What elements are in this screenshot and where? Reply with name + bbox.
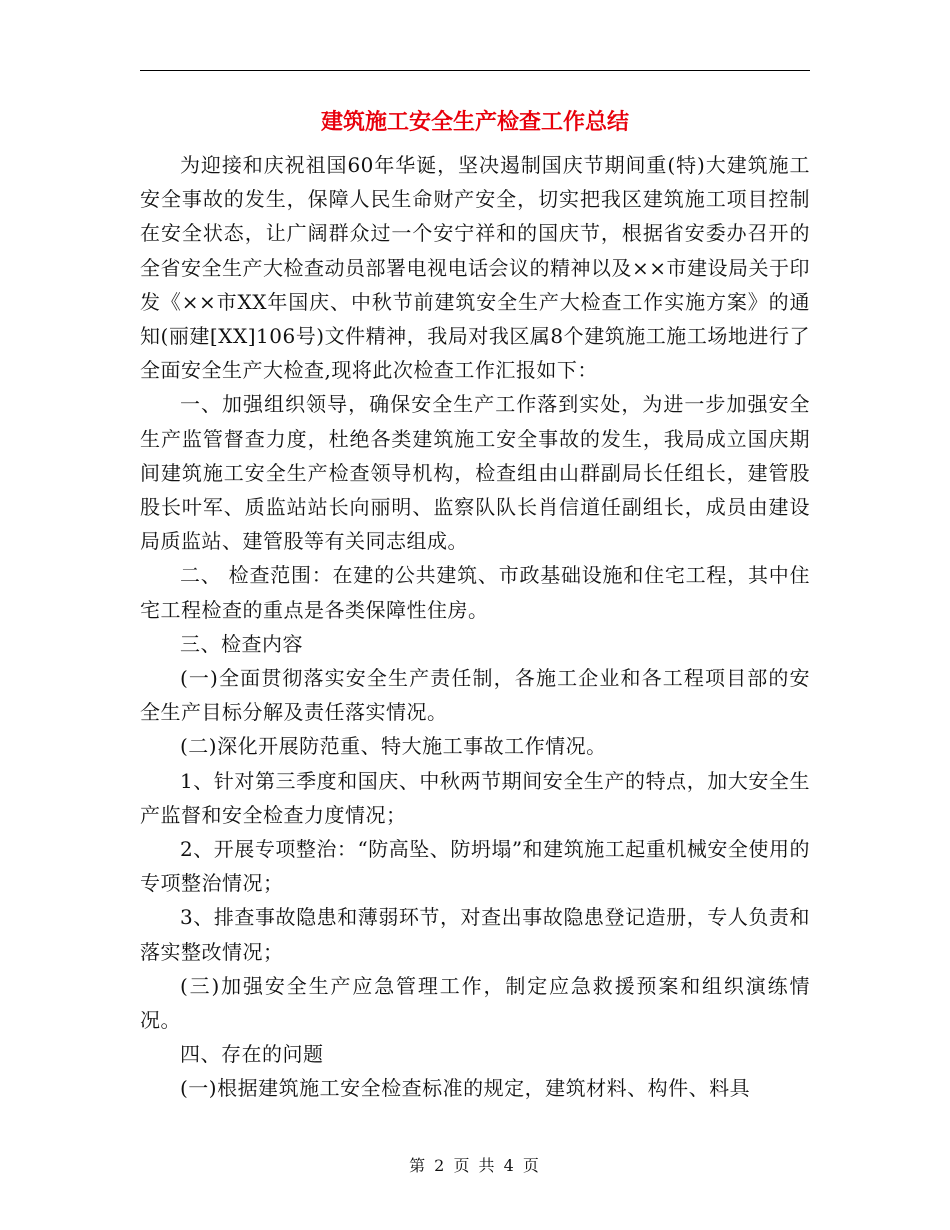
paragraph-item-1: (一)全面贯彻落实安全生产责任制，各施工企业和各工程项目部的安全生产目标分解及责任落实情况。 bbox=[140, 666, 810, 725]
document-body bbox=[140, 148, 810, 1106]
heading-section-4: 四、存在的问题 bbox=[180, 1042, 324, 1067]
paragraph-section-2: 二、 检查范围：在建的公共建筑、市政基础设施和住宅工程，其中住宅工程检查的重点是各类保障性住房。 bbox=[140, 563, 810, 622]
paragraph-subitem-1: 1、针对第三季度和国庆、中秋两节期间安全生产的特点，加大安全生产监督和安全检查力度情况； bbox=[140, 768, 810, 827]
paragraph-problem-1: (一)根据建筑施工安全检查标准的规定，建筑材料、构件、料具 bbox=[180, 1076, 751, 1101]
heading-section-3: 三、检查内容 bbox=[180, 631, 303, 656]
paragraph-item-2: (二)深化开展防范重、特大施工事故工作情况。 bbox=[180, 734, 607, 759]
document-title: 建筑施工安全生产检查工作总结 bbox=[320, 110, 629, 135]
paragraph-item-3: (三)加强安全生产应急管理工作，制定应急救援预案和组织演练情况。 bbox=[140, 973, 810, 1033]
paragraph-subitem-3: 3、排查事故隐患和薄弱环节，对查出事故隐患登记造册，专人负责和落实整改情况； bbox=[140, 905, 810, 964]
paragraph-subitem-2: 2、开展专项整治：“防高坠、防坍塌”和建筑施工起重机械安全使用的专项整治情况； bbox=[140, 837, 810, 896]
paragraph-section-1: 一、加强组织领导，确保安全生产工作落到实处，为进一步加强安全生产监管督查力度，杜绝各类建筑施工安全事故的发生，我局成立国庆期间建筑施工安全生产检查领导机构，检查组由山群副局长任组长，建管股股长叶军、质监站站长向丽明、监察队队长肖信道任副组长，成员由建设局质监站、建管股等有关同志组成。 bbox=[140, 392, 810, 554]
page-number: 第 2 页 共 4 页 bbox=[409, 1156, 541, 1175]
paragraph-intro: 为迎接和庆祝祖国60年华诞，坚决遏制国庆节期间重(特)大建筑施工安全事故的发生，保障人民生命财产安全，切实把我区建筑施工项目控制在安全状态，让广阔群众过一个安宁祥和的国庆节，根据省安委办召开的全省安全生产大检查动员部署电视电话会议的精神以及××市建设局关于印发《××市XX年国庆、中秋节前建筑安全生产大检查工作实施方案》的通知(丽建[XX]106号)文件精神，我局对我区属8个建筑施工施工场地进行了全面安全生产大检查,现将此次检查工作汇报如下： bbox=[140, 153, 811, 383]
header-rule bbox=[140, 70, 810, 71]
